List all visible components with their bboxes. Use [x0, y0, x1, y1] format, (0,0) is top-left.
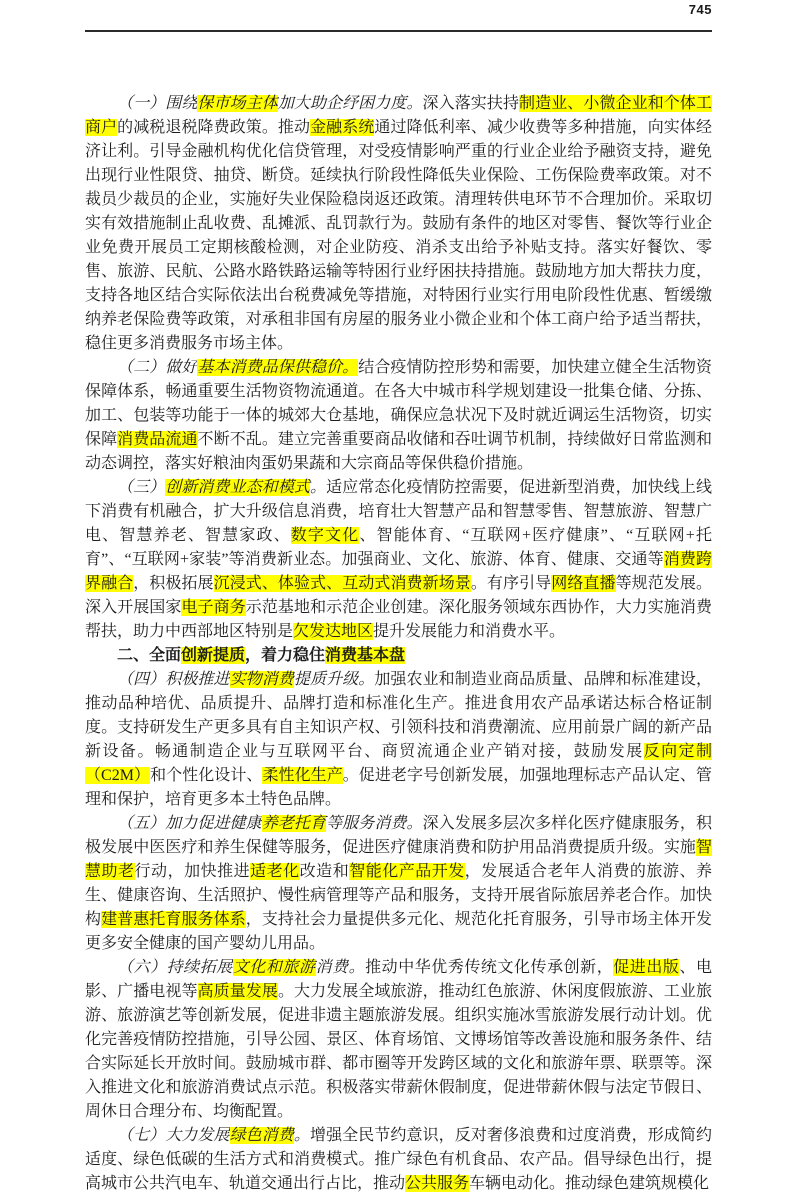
text-segment: 加强农业和制造业商品质量、品牌和标准建设，推动品种培优、品质提升、品牌打造和标准化生产。推进食用农产品承诺达标合格证制度。支持研发生产更多具有自主知识产权、引领科技和消费潮流、应用前景广阔的新产品新设备。畅通制造企业与互联网平台、商贸流通企业产销对接，鼓励发展: [85, 671, 712, 760]
text-segment: （七）大力发展: [117, 1127, 230, 1144]
highlighted-text: 建普惠托育服务体系: [101, 911, 246, 928]
highlighted-text: 创新提质: [181, 647, 246, 664]
page-number: 745: [688, 2, 712, 17]
text-segment: 等服务消费。: [326, 815, 423, 832]
header-rule: [85, 30, 712, 32]
text-segment: 行动，加快推进: [134, 863, 251, 880]
text-segment: 深入发展多层次多样化医疗健康服务，积极发展中医医疗和养生保健等服务，促进医疗健康消费和防护用品消费提质升级。实施: [85, 815, 712, 856]
highlighted-text: 数字文化: [290, 527, 360, 544]
section-heading-2: [85, 644, 712, 668]
document-body: [85, 92, 712, 1196]
text-segment: （二）做好: [117, 359, 198, 376]
text-segment: ，着力稳住: [245, 647, 326, 664]
text-segment: （五）加力促进健康: [117, 815, 262, 832]
text-segment: 示范基地和示范企业创建。深化服务领域东西协作，大力实施消费帮扶，助力中西部地区特别是: [85, 599, 712, 640]
text-segment: 和个性化设计、: [150, 767, 263, 784]
text-segment: 等规范发展。深入开展国家: [85, 575, 712, 616]
text-segment: （一）围绕: [117, 95, 198, 112]
text-segment: 提升发展能力和消费水平。: [373, 623, 566, 640]
text-segment: 提质升级。: [293, 671, 375, 688]
highlighted-text: 创新消费业态和模式: [165, 479, 310, 496]
item-2: [85, 356, 712, 476]
text-segment: 。: [293, 1127, 310, 1144]
item-3: [85, 476, 712, 644]
highlighted-text: 基本消费品保供稳价。: [197, 359, 359, 376]
highlighted-text: 高质量发展: [197, 983, 278, 1000]
text-segment: ，支持社会力量提供多元化、规范化托育服务，引导市场主体开发更多安全健康的国产婴幼儿用品。: [85, 911, 712, 952]
text-segment: 改造和: [299, 863, 350, 880]
text-segment: （三）: [117, 479, 166, 496]
highlighted-text: 实物消费: [229, 671, 294, 688]
text-segment: 适应常态化疫情防控需要，促进新型消费，加快线上线下消费有机融合，扩大升级信息消费，培育壮大智慧产品和智慧零售、智慧旅游、智慧广电、智慧养老、智慧家政、: [85, 479, 712, 544]
text-segment: （四）积极推进: [117, 671, 230, 688]
highlighted-text: 金融系统: [310, 119, 375, 136]
text-segment: 增强全民节约意识，反对奢侈浪费和过度消费，形成简约适度、绿色低碳的生活方式和消费模式。推广绿色有机食品、农产品。倡导绿色出行，提高城市公共汽电车、轨道交通出行占比，推动: [85, 1127, 712, 1192]
text-segment: 。: [310, 479, 327, 496]
highlighted-text: 智能化产品开发: [349, 863, 465, 880]
text-segment: ，发展适合老年人消费的旅游、养生、健康咨询、生活照护、慢性病管理等产品和服务，支持开展省际旅居养老合作。加快构: [85, 863, 712, 928]
text-segment: （六）持续拓展: [117, 959, 233, 976]
highlighted-text: 保市场主体: [197, 95, 278, 112]
text-segment: 、电影、广播电视等: [85, 959, 712, 1000]
highlighted-text: 公共服务: [405, 1175, 470, 1192]
highlighted-text: 绿色消费: [229, 1127, 294, 1144]
item-1: [85, 92, 712, 356]
highlighted-text: 消费品流通: [117, 431, 198, 448]
item-5: [85, 812, 712, 956]
text-segment: 二、全面: [117, 647, 182, 664]
highlighted-text: 适老化: [250, 863, 300, 880]
highlighted-text: 消费跨界融合: [85, 551, 712, 592]
text-segment: 的减税退税降费政策。推动: [117, 119, 311, 136]
highlighted-text: 制造业、小微企业和个体工商户: [85, 95, 712, 136]
highlighted-text: 促进出版: [613, 959, 680, 976]
text-segment: 消费。: [315, 959, 366, 976]
text-segment: 、智能体育、“互联网+医疗健康”、“互联网+托育”、“互联网+家装”等消费新业态。加强商业、文化、旅游、体育、健康、交通等: [85, 527, 712, 568]
text-segment: 。有序引导: [470, 575, 552, 592]
highlighted-text: 消费基本盘: [325, 647, 406, 664]
item-6: [85, 956, 712, 1124]
text-segment: 深入落实扶持: [422, 95, 520, 112]
highlighted-text: 沉浸式、体验式、互动式消费新场景: [213, 575, 471, 592]
highlighted-text: 智慧助老: [85, 839, 712, 880]
text-segment: 结合疫情防控形势和需要，加快建立健全生活物资保障体系，畅通重要生活物资物流通道。在各大中城市科学规划建设一批集仓储、分拣、加工、包装等功能于一体的城郊大仓基地，确保应急状况下及时就近调运生活物资，切实保障: [85, 359, 712, 448]
highlighted-text: 柔性化生产: [262, 767, 343, 784]
highlighted-text: 欠发达地区: [293, 623, 374, 640]
highlighted-text: 电子商务: [181, 599, 246, 616]
item-7: [85, 1124, 712, 1196]
highlighted-text: 反向定制（C2M）: [85, 743, 712, 784]
text-segment: 。大力发展全域旅游，推动红色旅游、休闲度假旅游、工业旅游、旅游演艺等创新发展，促进非遗主题旅游发展。组织实施冰雪旅游发展行动计划。优化完善疫情防控措施，引导公园、景区、体育场馆、文博场馆等改善设施和服务条件、结合实际延长开放时间。鼓励城市群、都市圈等开发跨区域的文化和旅游年票、联票等。深入推进文化和旅游消费试点示范。积极落实带薪休假制度，促进带薪休假与法定节假日、周休日合理分布、均衡配置。: [85, 983, 712, 1120]
text-segment: ，积极拓展: [133, 575, 214, 592]
highlighted-text: 网络直播: [551, 575, 616, 592]
highlighted-text: 养老托育: [261, 815, 327, 832]
text-segment: 推动中华优秀传统文化传承创新，: [365, 959, 614, 976]
highlighted-text: 文化和旅游: [232, 959, 316, 976]
text-segment: 通过降低利率、减少收费等多种措施，向实体经济让利。引导金融机构优化信贷管理，对受疫情影响严重的行业企业给予融资支持，避免出现行业性限贷、抽贷、断贷。延续执行阶段性降低失业保险、工伤保险费率政策。对不裁员少裁员的企业，实施好失业保险稳岗返还政策。清理转供电环节不合理加价。采取切实有效措施制止乱收费、乱摊派、乱罚款行为。鼓励有条件的地区对零售、餐饮等行业企业免费开展员工定期核酸检测，对企业防疫、消杀支出给予补贴支持。落实好餐饮、零售、旅游、民航、公路水路铁路运输等特困行业纾困扶持措施。鼓励地方加大帮扶力度，支持各地区结合实际依法出台税费减免等措施，对特困行业实行用电阶段性优惠、暂缓缴纳养老保险费等政策，对承租非国有房屋的服务业小微企业和个体工商户给予适当帮扶，稳住更多消费服务市场主体。: [85, 119, 712, 352]
item-4: [85, 668, 712, 812]
text-segment: 车辆电动化。推动绿色建筑规模化: [469, 1175, 710, 1192]
text-segment: 。促进老字号创新发展，加强地理标志产品认定、管理和保护，培育更多本土特色品牌。: [85, 767, 712, 808]
text-segment: 加大助企纾困力度。: [277, 95, 423, 112]
text-segment: 不断不乱。建立完善重要商品收储和吞吐调节机制，持续做好日常监测和动态调控，落实好粮油肉蛋奶果蔬和大宗商品等保供稳价措施。: [85, 431, 712, 472]
